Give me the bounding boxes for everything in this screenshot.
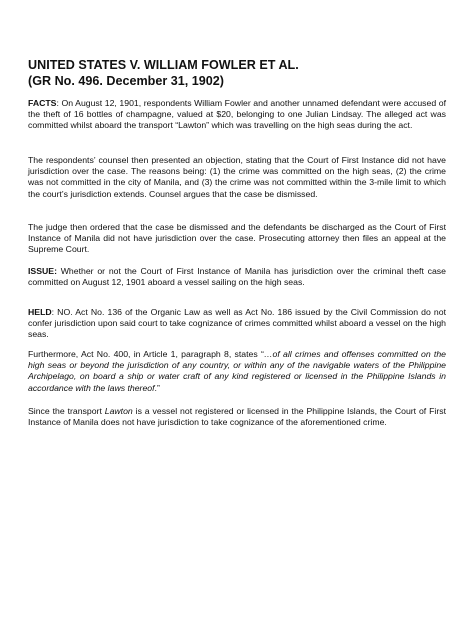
act-400-end: .” [154, 382, 160, 393]
issue-text: Whether or not the Court of First Instance of Manila has jurisdiction over the criminal theft case committed on August 12, 1901 aboard a vessel sailing on the high seas. [28, 266, 446, 288]
issue-label: ISSUE: [28, 266, 57, 276]
case-title-line-2: (GR No. 496. December 31, 1902) [28, 74, 224, 88]
held-paragraph [28, 307, 446, 341]
held-text: : NO. Act No. 136 of the Organic Law as well as Act No. 186 issued by the Civil Commission do not confer jurisdiction upon said court to take cognizance of crimes committed whilst aboard a vessel on the high seas. [28, 307, 446, 340]
act-400-quote: …of all crimes and offenses committed on the high seas or beyond the jurisdiction of any country, or within any of the navigable waters of the Philippine Archipelago, on board a ship or water craft of any kind registered or licensed in the Philippine Islands in accordance with the laws thereof [28, 349, 446, 393]
case-title [28, 57, 458, 89]
conclusion-text-a: Since the transport [28, 406, 105, 416]
objection-paragraph: The respondents’ counsel then presented an objection, stating that the Court of First Instance did not have jurisdiction over the case. The reasons being: (1) the crime was committed on the high seas, (2) the crime was not committed in the city of Manila, and (3) the crime was not committed within the 3-mile limit to which the court’s jurisdiction extends. Counsel argues that the case be dismissed. [28, 155, 446, 199]
held-label: HELD [28, 307, 52, 317]
vessel-name: Lawton [104, 406, 133, 416]
facts-text: : On August 12, 1901, respondents William Fowler and another unnamed defendant were accused of the theft of 16 bottles of champagne, valued at $20, belonging to one Julian Lindsay. The alleged act was committed whilst aboard the transport “Lawton” which was travelling on the high seas during the act. [28, 98, 446, 131]
act-400-paragraph [28, 349, 446, 394]
case-title-line-1: UNITED STATES V. WILLIAM FOWLER ET AL. [28, 58, 299, 72]
dismissal-paragraph: The judge then ordered that the case be dismissed and the defendants be discharged as the Court of First Instance of Manila did not have jurisdiction over the case. Prosecuting attorney then files an appeal at the Supreme Court. [28, 222, 446, 255]
act-400-intro: Furthermore, Act No. 400, in Article 1, paragraph 8, states “ [28, 349, 264, 359]
conclusion-paragraph [28, 406, 446, 428]
facts-label: FACTS [28, 98, 57, 108]
conclusion-text-b: is a vessel not registered or licensed in the Philippine Islands, the Court of First Instance of Manila does not have jurisdiction to take cognizance of the aforementioned crime. [28, 406, 446, 428]
facts-paragraph [28, 98, 446, 132]
issue-paragraph [28, 266, 446, 288]
